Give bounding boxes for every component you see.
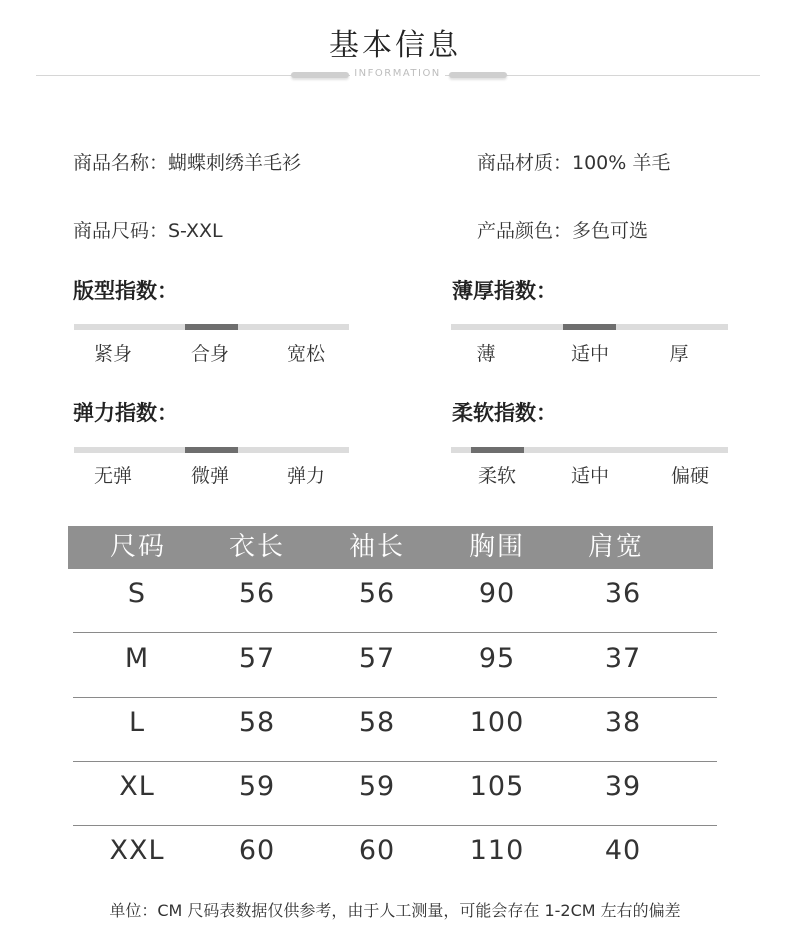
size-table-footnote: 单位：CM 尺码表数据仅供参考，由于人工测量，可能会存在 1-2CM 左右的偏差 bbox=[109, 901, 681, 920]
table-cell-length: 56 bbox=[238, 578, 276, 609]
fit-index-title: 版型指数： bbox=[73, 279, 178, 303]
table-cell-shoulder: 36 bbox=[604, 578, 642, 609]
table-cell-sleeve: 59 bbox=[358, 771, 396, 802]
product-name: 商品名称：蝴蝶刺绣羊毛衫 bbox=[73, 152, 302, 174]
softness-label-medium: 适中 bbox=[570, 465, 609, 487]
table-cell-size: XL bbox=[119, 771, 155, 802]
table-cell-shoulder: 40 bbox=[604, 835, 642, 866]
product-material: 商品材质：100% 羊毛 bbox=[477, 152, 671, 174]
table-row bbox=[73, 826, 717, 890]
table-cell-length: 57 bbox=[238, 643, 276, 674]
column-header-chest: 胸围 bbox=[468, 532, 525, 562]
table-cell-sleeve: 60 bbox=[358, 835, 396, 866]
table-cell-sleeve: 56 bbox=[358, 578, 396, 609]
table-row bbox=[73, 762, 717, 826]
fit-index-bar bbox=[74, 324, 349, 330]
elasticity-label-none: 无弹 bbox=[93, 465, 132, 487]
thickness-label-medium: 适中 bbox=[570, 343, 609, 365]
product-size: 商品尺码：S-XXL bbox=[73, 220, 223, 242]
table-cell-length: 59 bbox=[238, 771, 276, 802]
softness-label-soft: 柔软 bbox=[477, 465, 516, 487]
column-header-length: 衣长 bbox=[228, 532, 285, 562]
size-table-header bbox=[68, 526, 713, 569]
fit-label-loose: 宽松 bbox=[286, 343, 325, 365]
thickness-index-bar bbox=[451, 324, 728, 330]
table-cell-size: S bbox=[127, 578, 147, 609]
product-color: 产品颜色：多色可选 bbox=[477, 220, 649, 242]
table-row bbox=[73, 569, 717, 633]
thickness-label-thin: 薄 bbox=[476, 343, 496, 365]
fit-index-marker bbox=[185, 324, 238, 330]
elasticity-index-title: 弹力指数： bbox=[73, 401, 178, 425]
table-cell-sleeve: 58 bbox=[358, 707, 396, 738]
softness-index-marker bbox=[471, 447, 524, 453]
table-cell-chest: 100 bbox=[469, 707, 525, 738]
table-cell-sleeve: 57 bbox=[358, 643, 396, 674]
elasticity-index-marker bbox=[185, 447, 238, 453]
thickness-label-thick: 厚 bbox=[669, 343, 689, 365]
table-row bbox=[73, 698, 717, 762]
thickness-index-marker bbox=[563, 324, 616, 330]
table-cell-size: XXL bbox=[109, 835, 165, 866]
elasticity-label-slight: 微弹 bbox=[190, 465, 229, 487]
table-cell-length: 60 bbox=[238, 835, 276, 866]
elasticity-index-bar bbox=[74, 447, 349, 453]
softness-index-title: 柔软指数： bbox=[452, 401, 557, 425]
page-title: 基本信息 bbox=[329, 28, 461, 63]
page-subtitle-text: INFORMATION bbox=[350, 68, 445, 79]
table-cell-chest: 105 bbox=[469, 771, 525, 802]
table-cell-length: 58 bbox=[238, 707, 276, 738]
table-cell-chest: 110 bbox=[469, 835, 525, 866]
elasticity-label-stretch: 弹力 bbox=[286, 465, 325, 487]
table-cell-size: M bbox=[124, 643, 150, 674]
table-cell-chest: 90 bbox=[478, 578, 516, 609]
column-header-shoulder: 肩宽 bbox=[587, 532, 644, 562]
column-header-sleeve: 袖长 bbox=[348, 532, 405, 562]
thickness-index-title: 薄厚指数： bbox=[452, 279, 557, 303]
table-row bbox=[73, 634, 717, 698]
row-divider bbox=[73, 632, 717, 633]
page-subtitle bbox=[300, 68, 495, 79]
softness-index-bar bbox=[451, 447, 728, 453]
table-cell-shoulder: 38 bbox=[604, 707, 642, 738]
fit-label-regular: 合身 bbox=[190, 343, 229, 365]
softness-label-hard: 偏硬 bbox=[670, 465, 709, 487]
column-header-size: 尺码 bbox=[109, 532, 166, 562]
table-cell-size: L bbox=[128, 707, 146, 738]
table-cell-shoulder: 39 bbox=[604, 771, 642, 802]
table-cell-shoulder: 37 bbox=[604, 643, 642, 674]
fit-label-tight: 紧身 bbox=[93, 343, 132, 365]
table-cell-chest: 95 bbox=[478, 643, 516, 674]
